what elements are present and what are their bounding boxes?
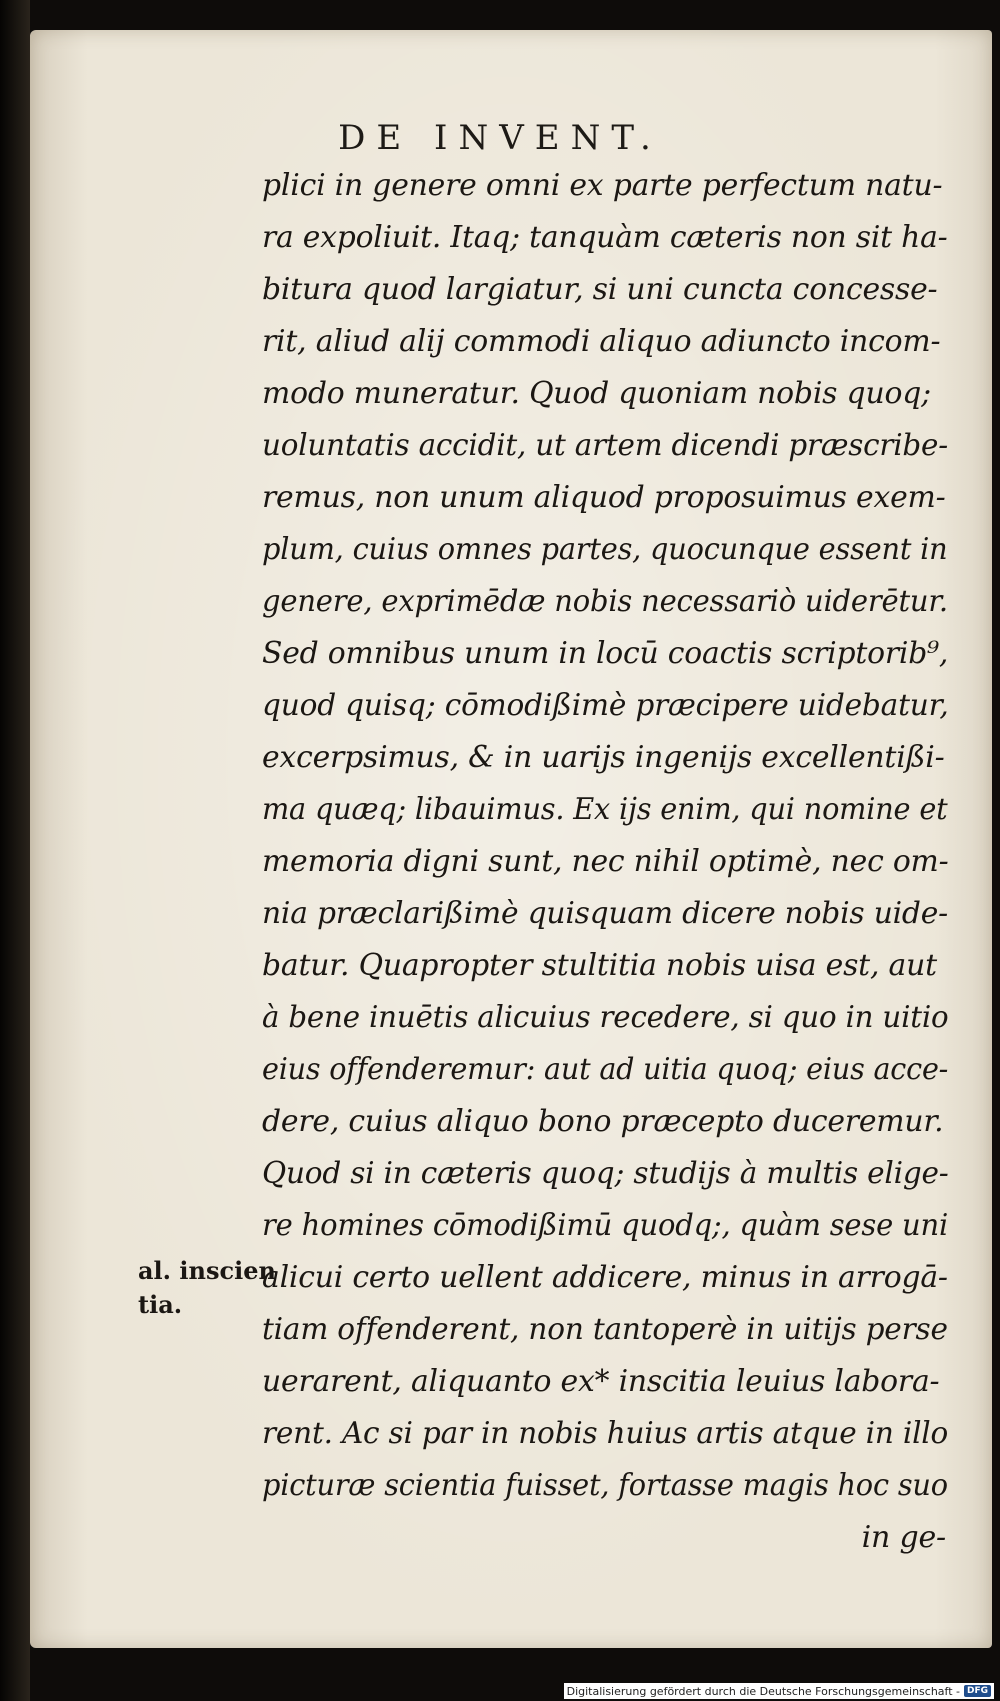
text-line: tiam offenderent, non tantoperè in uitijs perse xyxy=(262,1312,948,1347)
marginal-note-line: al. inscien xyxy=(138,1256,276,1285)
text-line: eius offenderemur: aut ad uitia quoq; eius acce- xyxy=(262,1052,949,1087)
text-line: excerpsimus, & in uarijs ingenijs excellentißi- xyxy=(262,740,945,775)
marginal-note xyxy=(138,1254,276,1322)
body-text xyxy=(262,160,952,1564)
footer-credit: Digitalisierung gefördert durch die Deutsche Forschungsgemeinschaft - xyxy=(566,1684,960,1698)
text-line: uoluntatis accidit, ut artem dicendi præscribe- xyxy=(262,428,948,463)
text-line: rent. Ac si par in nobis huius artis atque in illo xyxy=(262,1416,949,1451)
text-line: re homines cōmodißimū quodq;, quàm sese uni xyxy=(262,1208,949,1243)
text-line: genere, exprimēdæ nobis necessariò uiderētur. xyxy=(262,584,948,619)
text-line: ra expoliuit. Itaq; tanquàm cæteris non sit ha- xyxy=(262,220,948,255)
text-line: quod quisq; cōmodißimè præcipere uidebatur, xyxy=(262,688,949,723)
text-line: ma quæq; libauimus. Ex ijs enim, qui nomine et xyxy=(262,792,948,827)
marginal-note-line: tia. xyxy=(138,1290,183,1319)
text-line: modo muneratur. Quod quoniam nobis quoq; xyxy=(262,376,931,411)
text-line: picturæ scientia fuisset, fortasse magis hoc suo xyxy=(262,1468,948,1503)
running-header: DE INVENT. xyxy=(338,118,662,158)
text-line: remus, non unum aliquod proposuimus exem- xyxy=(262,480,946,515)
text-line: dere, cuius aliquo bono præcepto duceremur. xyxy=(262,1104,944,1139)
text-line: alicui certo uellent addicere, minus in arrogā- xyxy=(262,1260,948,1295)
dfg-logo-icon: DFG xyxy=(964,1685,991,1697)
catchword: in ge- xyxy=(861,1520,946,1555)
text-line: Sed omnibus unum in locū coactis scriptorib⁹, xyxy=(262,636,949,671)
text-line: rit, aliud alij commodi aliquo adiuncto incom- xyxy=(262,324,941,359)
text-line: Quod si in cæteris quoq; studijs à multis elige- xyxy=(262,1156,949,1191)
book-edge-shadow xyxy=(0,0,30,1701)
text-line: batur. Quapropter stultitia nobis uisa est, aut xyxy=(262,948,937,983)
text-line: à bene inuētis alicuius recedere, si quo in uitio xyxy=(262,1000,949,1035)
text-line: nia præclarißimè quisquam dicere nobis uide- xyxy=(262,896,948,931)
text-line: bitura quod largiatur, si uni cuncta concesse- xyxy=(262,272,938,307)
digitization-footer xyxy=(564,1683,994,1699)
text-line: plum, cuius omnes partes, quocunque essent in xyxy=(262,532,948,567)
text-line: plici in genere omni ex parte perfectum natu- xyxy=(262,168,943,203)
text-line: uerarent, aliquanto ex* inscitia leuius labora- xyxy=(262,1364,940,1399)
text-line: memoria digni sunt, nec nihil optimè, nec om- xyxy=(262,844,949,879)
